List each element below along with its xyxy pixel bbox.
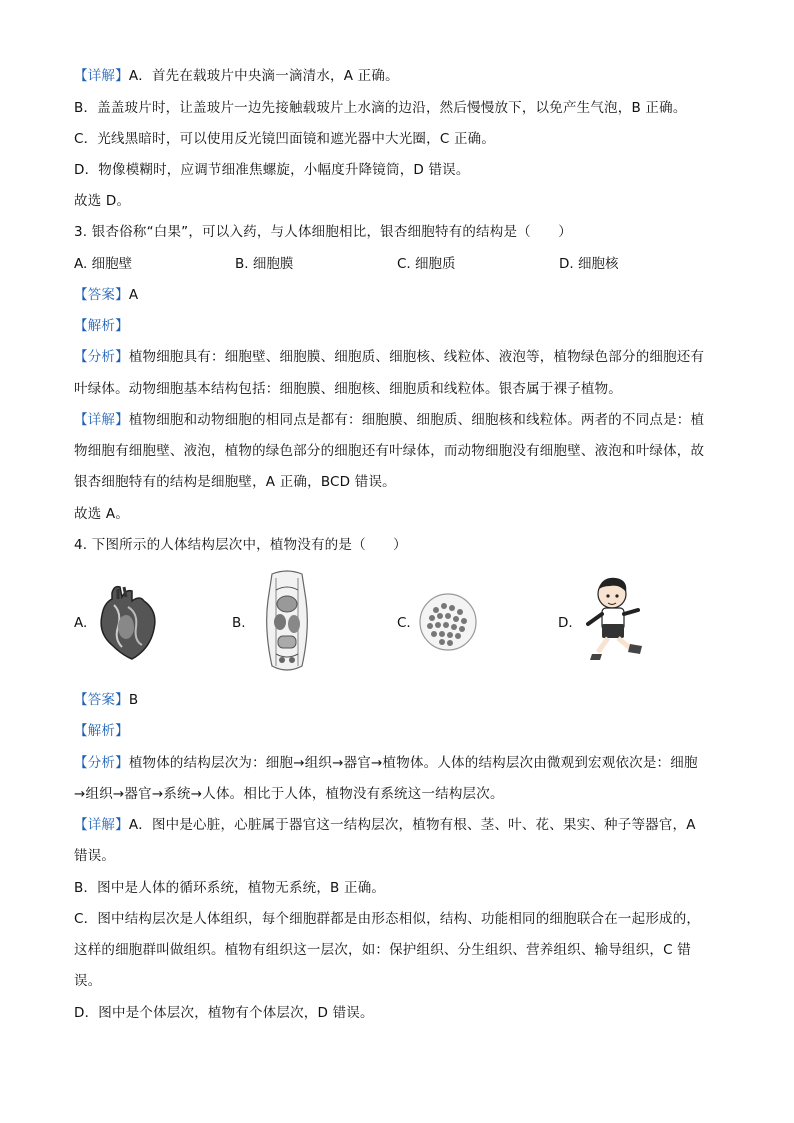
- q4-xiangjie-c3: 误。: [74, 973, 102, 989]
- q3-fenxi-2: 叶绿体。动物细胞基本结构包括：细胞膜、细胞核、细胞质和线粒体。银杏属于裸子植物。: [74, 381, 622, 397]
- explanation-text: A．首先在载玻片中央滴一滴清水，A 正确。: [128, 68, 399, 84]
- explanation-line-c: C．光线黑暗时，可以使用反光镜凹面镜和遮光器中大光圈，C 正确。: [74, 131, 496, 147]
- q4-xiangjie-a1: [74, 815, 696, 835]
- q3-answer: [74, 285, 138, 305]
- question-3-stem: 3. 银杏俗称“白果”，可以入药，与人体细胞相比，银杏细胞特有的结构是（ ）: [74, 224, 572, 240]
- detail-text: A．图中是心脏，心脏属于器官这一结构层次，植物有根、茎、叶、花、果实、种子等器官，A: [128, 817, 696, 833]
- answer-value: B: [128, 692, 139, 708]
- explanation-line-b: B．盖盖玻片时，让盖玻片一边先接触载玻片上水滴的边沿，然后慢慢放下，以免产生气泡，B 正确。: [74, 100, 687, 116]
- q4-option-a: A.: [74, 615, 88, 631]
- q4-xiangjie-c2: 这样的细胞群叫做组织。植物有组织这一层次，如：保护组织、分生组织、营养组织、输导组织，C 错: [74, 942, 691, 958]
- analysis-heading: 【解析】: [74, 723, 129, 739]
- q3-option-d: D. 细胞核: [559, 256, 619, 272]
- explanation-line-a: [74, 66, 399, 86]
- answer-tag: 【答案】: [74, 287, 129, 303]
- q3-conclusion: 故选 A。: [74, 506, 130, 522]
- explanation-line-d: D．物像模糊时，应调节细准焦螺旋，小幅度升降镜筒，D 错误。: [74, 162, 470, 178]
- q4-option-b: B.: [232, 615, 246, 631]
- q3-xiangjie-1: [74, 410, 704, 430]
- q3-option-c: C. 细胞质: [397, 256, 456, 272]
- q3-option-b: B. 细胞膜: [235, 256, 294, 272]
- running-boy-illustration: [582, 574, 648, 668]
- detail-tag: 【详解】: [74, 817, 129, 833]
- question-4-stem: 4. 下图所示的人体结构层次中，植物没有的是（ ）: [74, 537, 407, 553]
- q3-xiangjie-3: 银杏细胞特有的结构是细胞壁，A 正确，BCD 错误。: [74, 474, 396, 490]
- q4-option-d: D.: [558, 615, 573, 631]
- q3-jiexi: [74, 316, 129, 336]
- q4-xiangjie-d: D．图中是个体层次，植物有个体层次，D 错误。: [74, 1005, 374, 1021]
- analysis-heading: 【解析】: [74, 318, 129, 334]
- tissue-cells-illustration: [418, 592, 478, 652]
- answer-value: A: [128, 287, 139, 303]
- q3-xiangjie-2: 物细胞有细胞壁、液泡，植物的绿色部分的细胞还有叶绿体，而动物细胞没有细胞壁、液泡和叶绿体，故: [74, 443, 705, 459]
- q4-xiangjie-b: B．图中是人体的循环系统，植物无系统，B 正确。: [74, 880, 386, 896]
- q4-option-c: C.: [397, 615, 411, 631]
- fenxi-text: 植物体的结构层次为：细胞→组织→器官→植物体。人体的结构层次由微观到宏观依次是：细胞: [128, 755, 698, 771]
- fenxi-text: 植物细胞具有：细胞壁、细胞膜、细胞质、细胞核、线粒体、液泡等，植物绿色部分的细胞还有: [128, 349, 705, 365]
- q4-answer: [74, 690, 138, 710]
- q4-fenxi-2: →组织→器官→系统→人体。相比于人体，植物没有系统这一结构层次。: [74, 786, 504, 802]
- q4-jiexi: [74, 721, 129, 741]
- fenxi-tag: 【分析】: [74, 755, 129, 771]
- q3-fenxi-1: [74, 347, 704, 367]
- detail-tag: 【详解】: [74, 68, 129, 84]
- q4-xiangjie-c1: C．图中结构层次是人体组织，每个细胞群都是由形态相似，结构、功能相同的细胞联合在一起形成的，: [74, 911, 701, 927]
- q4-fenxi-1: [74, 753, 698, 773]
- q3-option-a: A. 细胞壁: [74, 256, 133, 272]
- answer-tag: 【答案】: [74, 692, 129, 708]
- q4-xiangjie-a2: 错误。: [74, 848, 116, 864]
- detail-tag: 【详解】: [74, 412, 129, 428]
- conclusion-line: 故选 D。: [74, 193, 131, 209]
- circulatory-system-illustration: [262, 570, 312, 674]
- heart-illustration: [92, 583, 164, 663]
- detail-text: 植物细胞和动物细胞的相同点是都有：细胞膜、细胞质、细胞核和线粒体。两者的不同点是：植: [128, 412, 705, 428]
- fenxi-tag: 【分析】: [74, 349, 129, 365]
